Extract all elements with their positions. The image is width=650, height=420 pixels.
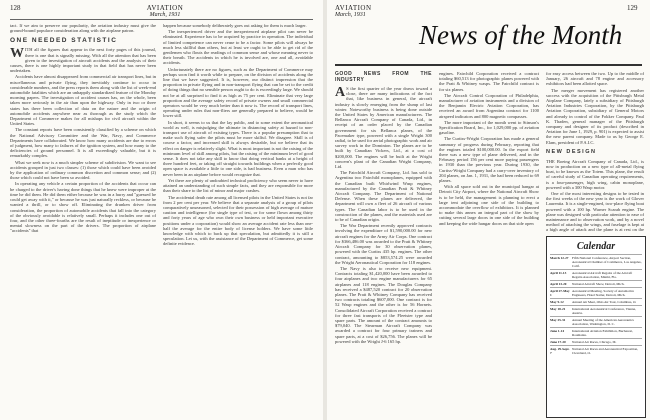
article-paragraph: Accidents have almost disappeared from commercial air transport lines, but in miscellaneous and private flying, they inevitably continue to occur in considerable numbers, and the press reports them along with the list of week-end automobile fatalities which are an unhappily standardized feature of the Monday morning papers. The investigation of accident causes has, on the whole, been taken more seriously in the air than upon the highway. Only in two or three states has there been collection of data on the nature and the origin of automobile accidents anywhere near as thorough as the study which the Department of Commerce makes for all mishaps for civil aircraft within the United States. [10,74,156,127]
article-paragraph: With all space sold out in the municipal hangar at Detroit City Airport, where the National Aircraft Show is to be held, the management is planning to erect a large tent adjoining one side of the building to accommodate the overflow of exhibitors. It is planned to make this annex an integral part of the show by cutting several large doors in one side of the building and keeping the wide hangar doors on that side open [439,184,539,226]
article-paragraph: for easy access between the two. Up to the middle of January, 26 aircraft and 78 engine and accessory exhibitors had been allotted space. [546,71,644,87]
right-column-3 [546,71,644,233]
calendar-row: June 17-20 National Air Races, Chicago, Ill. [550,338,642,345]
article-paragraph: One of the most interesting designs to be tested in the first weeks of the new year is the work of Glover Laurentia. It is a single-engined, two-place flying boat powered with a 100 hp. Warner Scarab engine. The plane was designed with particular attention to ease of maintenance and to observation work, and by a novel method of attaching the wings, and fuselage is kept at a high angle of attack and the plane is at rest on the [546,191,644,233]
article-paragraph: The constant reports have been consistently classified by a scheme on which the National Advisory Committee and the War, Navy, and Commerce Departments have collaborated. We know how many accidents are due to errors of judgment, how many to failures of the ignition system, and how many to the deficiencies of ground personnel. It is all exceedingly valuable, but it is remarkably complex. [10,127,156,159]
article-paragraph: engines. Fairchild Corporation received a contract totaling $60,513 for photographic planes powered with the Pratt & Whitney wasps. The Fairchild contract is for six planes. [439,71,539,92]
article-paragraph: A S the first quarter of the year draws toward a close, there are many indications of the fact that, like business in general, the aircraft industry is slowly emerging from the slump of last winter. Noteworthy business is being done outside the United States by American manufacturers. The Bellanca Aircraft Company of Canada, Ltd., in receipt of an order placed by the Canadian government for six Bellanca planes, of the Pacemaker type, powered with a single Wright 300 radial, to be used for aerial photographic work and air survey work in the Dominion. The planes are to be built by Canadian Vickers, Ltd., at a cost of $200,000. The engines will be built at the Wright concern's plant of the Canadian Wright Company, Ltd. [335,85,432,170]
calendar-row: April 27-May 1 Aeronautical Meeting, Society of Automotive Engineers, Hotel Statler, Detroit, Mich. [550,287,642,298]
left-column-1 [10,23,156,417]
intro-paragraph: tact. If we aim to preserve our popularity, the aviation industry must give the ground-bound populace consideration along with the airplane patron. [10,23,156,34]
article-paragraph: The merger movement has registered another success with the acquisition of the Pittsburgh Metal Airplane Company, lately a subsidiary of Pittsburgh Aviation Industries Corporation, by the Pittsburgh Aviation Corporation, subsidiary of General Motors and already in control of the Fokker Company. Paul K. Thaden, general manager of the Pittsburgh company and designer of its product (described in Aviation for June 1, 1929, p. 901) is expected to assist the new parent company. Made to us by George E. Elam, president of P.A.I.C. [546,87,644,145]
calendar-row: March 12-27 Fifth National Conference, Airport Section, Aeronautical Chamber of Commerce, Los Angeles, Calif. [550,256,642,268]
calendar-row: May 9-12 Annual Air Meet, Ohio Air Tour, Columbus, O. [550,298,642,305]
page-title: News of the Month [419,20,623,50]
header-rule [10,19,313,20]
magazine-name: AVIATION [146,4,184,12]
magazine-name: AVIATION [335,4,372,12]
article-paragraph: The War Department recently approved contracts involving the expenditure of $1,590,000.00 for new aircraft engines for the Army Air Corps. One contract for $366,486.00 was awarded to the Pratt & Whitney Aircraft Company for 30 observation planes, powered with the Curtiss 435 hp. engines. The other contract, amounting to $853,574.25 were awarded the Wright Aeronautical Corporation for 118 engines. [335,223,432,265]
article-paragraph: happen because somebody deliberately goes out asking for them is much larger. [163,23,307,28]
article-paragraph: WITH all the figures that appear in the next forty pages of this journal, there is one that is signally missing. With all the attention that has been given to the investigation of aircraft accidents and the analysis of their causes, there is one highly important study in that field that has never been undertaken. [10,46,156,74]
calendar-row: April 11-13 Aeronautical Aircraft Regatta of the Aircraft Regatta Association, Miami, Fla. [550,269,642,280]
section-kicker: GOOD NEWS FROM THE INDUSTRY [335,71,432,83]
article-paragraph: In short, it seems to us that the lay public, and to some extent the aeronautical world as well, is misjudging the ultimate in distancing safety at hazard to non-transport use of aircraft of existing types. There is a popular presumption that to make such flying safer the pilots must be more skilful. We disagree. Skill is of course a factor, and increased skill is always desirable, but we believe that its effect on danger is relatively slight. What is most important is not the raising of the minimum level of skill among pilots, but the raising of the minimum level of good sense. It does not take any skill to know that doing vertical banks at a height of three hundred feet, or taking off straight towards buildings when a perfectly good open space is available a little to one side, is bad business. Even a man who has never been in an airplane before would recognize that. [163,119,313,177]
article-paragraph: What we seek now is a much simpler scheme of subdivision. We want to see accidents grouped in just two classes: (1) those which could have been avoided by the application of ordinary common discretion and common sense; and (2) those which could not have been so avoided. [10,159,156,181]
article-paragraph: The Fairchild Aircraft Company, Ltd. has sold to Argentina two Fairchild monoplanes, equipped with the Canadian built Whirlwind Wasp engines, manufactured by the Canadian Pratt & Whitney Aircraft Company. The Department of National Defense. When these planes are delivered, the department will own a fleet of 26 aircraft of various types. The Canadian labor is to be used in the construction of the planes, and the materials used are to be of Canadian origin. [335,170,432,223]
article-paragraph: Yet there are plenty of undoubted technical proficiency who seem never to have attained an understanding of such simple facts, and they are responsible for more than their share to the list of minor and major crashes. [163,177,313,194]
right-page [327,0,650,420]
drop-cap: W [10,46,24,62]
calendar-title: Calendar [576,241,616,252]
calendar-row: April 13-20 National Aircraft Show, Detroit, Mich. [550,280,642,287]
running-head [335,5,395,19]
article-paragraph: The more important of the month went to Stinson's Specification Board, Inc., for 1,029,000 pp. of aviation gasoline. [439,119,539,136]
article-paragraph: The Navy is also to receive new equipment. Contracts totaling $1,420,000 have been awarded to four airplanes and two engine manufacturers for 65 airplanes and 118 engines. The Douglas Company has received a $487,520 contract for 20 observation planes. The Pratt & Whitney Company has received two contracts totaling $607,000. One contract is for 52 Wasp engines and the other is for 56 Hornets. Consolidated Aircraft Corporation received a contract for three fast transports of the Fleetster type and spare parts. The amount of the contract amounts to $79,040. The Stearman Aircraft Company was awarded a contract for four primary trainers and spare parts, at a cost of $26,756. The planes will be powered with the Wright J-6 165 hp. [335,265,432,344]
calendar-row: May 25-31 Annual Meeting of the American Aeronautics Association, Washington, D. C. [550,316,642,327]
article-paragraph: The inexperienced driver and the inexperienced airplane pilot can never be eliminated. Experience has to be acquired by practice in operation. The individual of limited competence can never cease to be a factor. Some pilots will always be much less skillful than others, but at least we ought to be able to get rid of the gentlemen who flouts the readings of common sense and whose meaning never to their breath. The accidents in which he is involved are, one and all, avoidable accidents. [163,29,313,66]
left-page [0,0,323,420]
running-head [125,5,205,19]
issue-date: March, 1931 [149,12,181,18]
section-heading: NEW DESIGN [546,148,597,155]
article-paragraph: THE Boeing Aircraft Company of Canada, Ltd., is now in production on a new type of all-metal flying boat, to be known as the Totem. This plane, the result of careful study of Canadian operating requirements, is a four-passenger, high wing, cabin monoplane, powered with a 300 Wasp motor. [546,158,644,190]
page-number: 129 [627,4,638,12]
calendar-row: May 18-21 International Aeronautical Conference, Vienna, Austria. [550,305,642,316]
article-paragraph: The Aircraft Control Corporation of Philadelphia, manufacturer of aviation instruments and a division of the Benjamin Electric Aviation Corporation, has received an award from Argentina contract for 1100 airspeed indicators and 800 magnetic compasses. [439,92,539,119]
right-column-1 [335,71,432,417]
page-number: 128 [10,4,21,12]
left-column-2 [163,23,313,417]
calendar-row: Aug. 29-Sept. 7 National Air Races and Aeronautical Exposition, Cleveland, O. [550,345,642,356]
article-paragraph: Unfortunately there are no figures, such as the Department of Commerce may perhaps soon find it worth while to prepare, on the division of accidents along the line that we have suggested. It is, however, our distinct impression that the proportion in private flying and in non-transport flying that can be set to the credit of doing things that no sensible person ought to do is exceedingly large. We should not be at all surprised to find it as high as 75 per cent. Eliminate that very large proportion and the average safety record of private owners and small commercial operators would be very much better than it now is. The record of transport lines, operating under rules that non-fliers are generally prepared to believe, would be lower still. [163,66,313,119]
article-paragraph: The accidental death rate among all licensed pilots in the United States is not far from 2 per cent per year. We believe that a separate analysis of a group of pilots comparatively unseasoned, selected for their possession of high average of mature caution and intelligence (for single type of test, or for some flown among thirty and forty years of age who own their own business or held important executive positions under a corporation) would show an average accident rate less than one-half the average for the entire body of license holders. We have some little knowledge with which to back up that speculation, but admittedly it is still a speculation. Let us, with the assistance of the Department of Commerce, get some definite evidence. [163,194,313,247]
drop-cap: A [335,85,346,100]
article-paragraph: The Curtiss-Wright Corporation has made a general summary of progress during February, reporting that the engines totaled $100,000.00. In the export field there was a new type of plane delivered, and in the February period 156 per cent more paying passengers in 1930 than the previous year. During 1930, the Curtiss-Wright Company had a carry-over inventory of 204 planes, on Jan. 1, 1931, the had been reduced to 69 planes. [439,136,539,184]
calendar-row: June 1-14 International Aviation Exhibition, Bucharest, Roumania. [550,327,642,338]
calendar-box [546,236,646,418]
title-rule [335,64,642,66]
section-heading: ONE NEEDED STATISTIC [10,37,118,45]
right-column-2 [439,71,539,417]
article-paragraph: In operating any vehicle a certain proportion of the accidents that occur can be charged to the driver's having done things that he knew were improper at the time he did them. He did them either because he was in a hurry and "guessed he could get away with it," or because he was just naturally reckless, or because he wanted a thrill, or to show off. Eliminating the drunken driver from consideration, the proportion of automobile accidents that fall into the category of the obviously avoidable is relatively small. Perhaps it includes one out of four, and the other three-fourths are the result of ineptitude or inexperience or mental slowness on the part of the drivers. The proportion of airplane "accidents" that [10,181,156,234]
calendar-list [547,252,645,358]
issue-date: March, 1931 [335,12,366,18]
